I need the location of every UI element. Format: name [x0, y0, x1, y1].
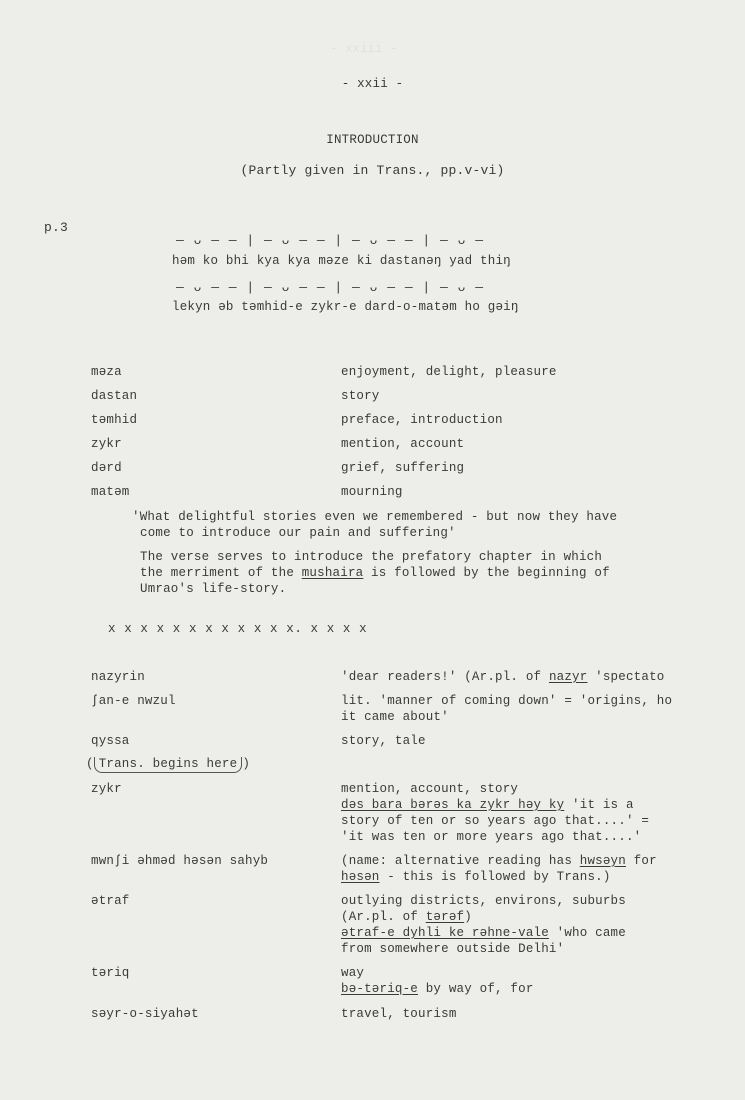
glossary-definition: mourning	[341, 485, 403, 499]
verse-meter-2: — ᴗ — — | — ᴗ — — | — ᴗ — — | — ᴗ —	[176, 280, 485, 295]
glossary-definition: travel, tourism	[341, 1007, 457, 1021]
glossary-definition: (name: alternative reading has hwsəyn for	[341, 854, 657, 868]
glossary-term: ʃan-e nwzul	[91, 694, 176, 708]
glossary-definition: grief, suffering	[341, 461, 465, 475]
glossary-definition-cont: it came about'	[341, 710, 449, 724]
glossary-term: məza	[91, 365, 122, 379]
glossary-example: dəs bara bərəs ka zykr həy ky 'it is a	[341, 798, 634, 812]
glossary-definition: story, tale	[341, 734, 426, 748]
glossary-definition: outlying districts, environs, suburbs	[341, 894, 626, 908]
glossary-definition: enjoyment, delight, pleasure	[341, 365, 557, 379]
page-heading: INTRODUCTION	[326, 133, 419, 147]
glossary-term: qyssa	[91, 734, 130, 748]
margin-page-ref: p.3	[44, 220, 69, 235]
glossary-definition: 'dear readers!' (Ar.pl. of nazyr 'spectato	[341, 670, 665, 684]
glossary-definition: lit. 'manner of coming down' = 'origins, ho	[341, 694, 673, 708]
verse-meter-1: — ᴗ — — | — ᴗ — — | — ᴗ — — | — ᴗ —	[176, 233, 485, 248]
glossary-definition: preface, introduction	[341, 413, 503, 427]
glossary-term: ətraf	[91, 894, 130, 908]
note-line-3: Umrao's life-story.	[140, 582, 287, 596]
glossary-definition: mention, account	[341, 437, 465, 451]
glossary-definition: way	[341, 966, 365, 980]
glossary-definition: mention, account, story	[341, 782, 519, 796]
mushaira-term: mushaira	[301, 566, 364, 580]
glossary-term: nazyrin	[91, 670, 145, 684]
trans-begins-note: ( Trans. begins here )	[86, 757, 251, 771]
glossary-definition: story	[341, 389, 380, 403]
verse-translation-line-2: come to introduce our pain and suffering'	[140, 526, 456, 540]
page-number: - xxii -	[341, 77, 404, 91]
verse-translation-line-1: 'What delightful stories even we remembered - but now they have	[132, 510, 618, 524]
glossary-definition-cont: həsən - this is followed by Trans.)	[341, 870, 611, 884]
glossary-example-cont: 'it was ten or more years ago that....'	[341, 830, 642, 844]
verse-line-1: həm ko bhi kya kya məze ki dastanəŋ yad thiŋ	[172, 254, 511, 268]
glossary-term: zykr	[91, 437, 122, 451]
glossary-example: ətraf-e dyhli ke rəhne-vale 'who came	[341, 926, 626, 940]
section-separator: x x x x x x x x x x x x. x x x x	[108, 622, 368, 636]
verse-line-2: lekyn əb təmhid-e zykr-e dard-o-matəm ho gəiŋ	[172, 300, 519, 314]
glossary-term: matəm	[91, 485, 130, 499]
note-line-2: the merriment of the mushaira is followed by the beginning of	[140, 566, 610, 580]
glossary-example-cont: story of ten or so years ago that....' =	[341, 814, 650, 828]
glossary-term: təriq	[91, 966, 130, 980]
glossary-term: mwnʃi əhməd həsən sahyb	[91, 854, 269, 868]
glossary-example: bə-təriq-e by way of, for	[341, 982, 534, 996]
glossary-term: səyr-o-siyahət	[91, 1007, 199, 1021]
glossary-definition-cont: (Ar.pl. of tərəf)	[341, 910, 472, 924]
glossary-term: dastan	[91, 389, 138, 403]
glossary-term: təmhid	[91, 413, 138, 427]
note-line-1: The verse serves to introduce the prefatory chapter in which	[140, 550, 603, 564]
glossary-term: dərd	[91, 461, 122, 475]
bleed-through-text: - xxiii -	[330, 42, 398, 56]
page-subheading: (Partly given in Trans., pp.v-vi)	[240, 163, 505, 178]
glossary-term: zykr	[91, 782, 122, 796]
glossary-example-cont: from somewhere outside Delhi'	[341, 942, 565, 956]
